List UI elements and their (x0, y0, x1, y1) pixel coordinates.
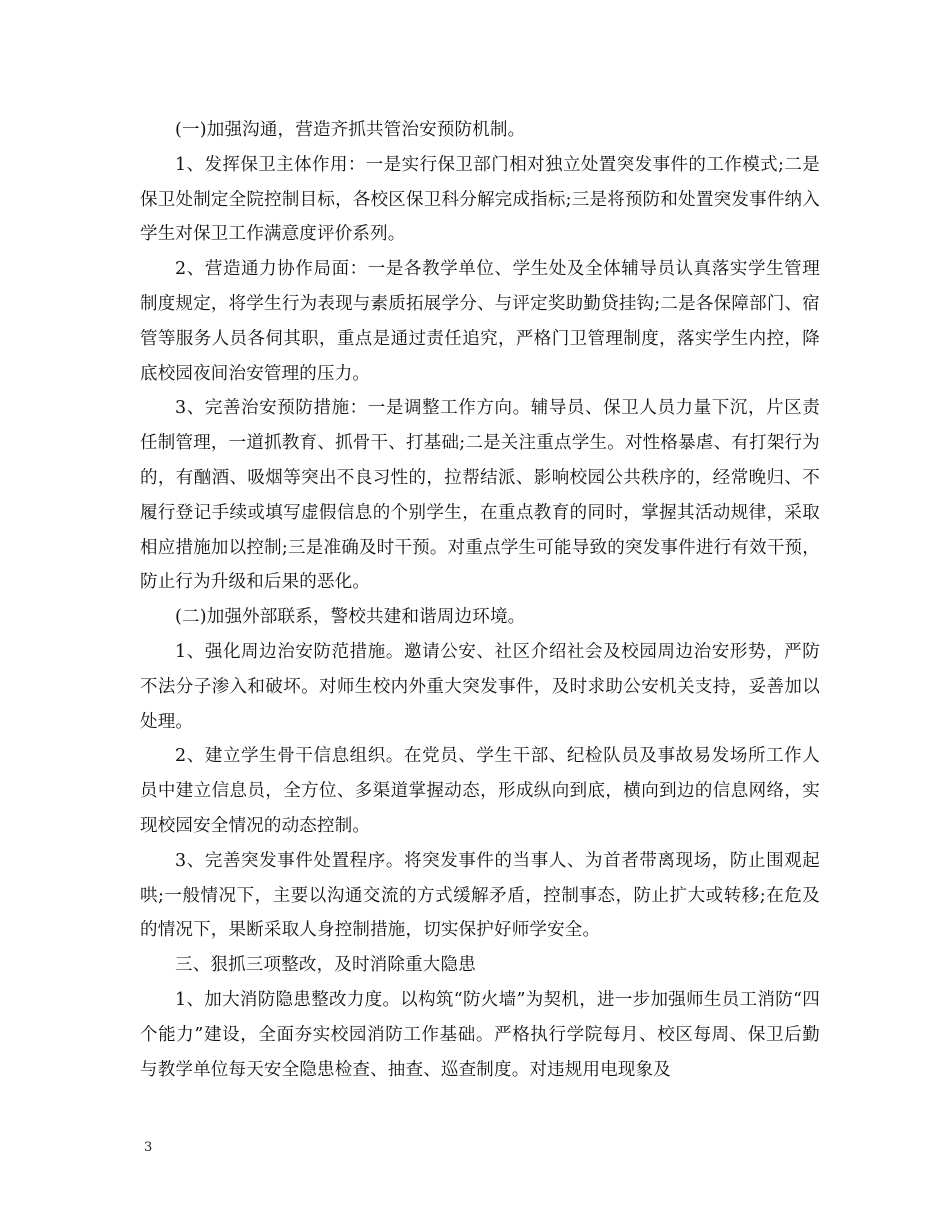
section-heading-strengthen-communication: (一)加强沟通，营造齐抓共管治安预防机制。 (175, 120, 526, 140)
section-heading-three-rectifications: 三、狠抓三项整改，及时消除重大隐患 (175, 955, 476, 976)
paragraph-surrounding-security: 1、强化周边治安防范措施。邀请公安、社区介绍社会及校园周边治安形势，严防不法分子渗入和破坏。对师生校内外重大突发事件，及时求助公安机关支持，妥善加以处理。 (140, 641, 820, 732)
paragraph-fire-hazard-rectification: 1、加大消防隐患整改力度。以构筑“防火墙”为契机，进一步加强师生员工消防“四个能力”建设，全面夯实校园消防工作基础。严格执行学院每月、校区每周、保卫后勤与教学单位每天安全隐患检查、抽查、巡查制度。对违规用电现象及 (140, 989, 820, 1080)
section-heading-external-contact: (二)加强外部联系，警校共建和谐周边环境。 (175, 607, 526, 628)
paragraph-prevention-measures: 3、完善治安预防措施：一是调整工作方向。辅导员、保卫人员力量下沉，片区责任制管理，一道抓教育、抓骨干、打基础;二是关注重点学生。对性格暴虐、有打架行为的，有酗酒、吸烟等突出不良习性的，拉帮结派、影响校园公共秩序的，经常晚归、不履行登记手续或填写虚假信息的个别学生，在重点教育的同时，掌握其活动规律，采取相应措施加以控制;三是准确及时干预。对重点学生可能导致的突发事件进行有效干预，防止行为升级和后果的恶化。 (140, 398, 820, 593)
paragraph-student-information-network: 2、建立学生骨干信息组织。在党员、学生干部、纪检队员及事故易发场所工作人员中建立信息员，全方位、多渠道掌握动态，形成纵向到底，横向到边的信息网络，实现校园安全情况的动态控制。 (140, 746, 820, 836)
paragraph-cooperation: 2、营造通力协作局面：一是各教学单位、学生处及全体辅导员认真落实学生管理制度规定，将学生行为表现与素质拓展学分、与评定奖助勤贷挂钩;二是各保障部门、宿管等服务人员各伺其职，重点是通过责任追究，严格门卫管理制度，落实学生内控，降底校园夜间治安管理的压力。 (140, 259, 820, 384)
page-number: 3 (144, 1140, 153, 1155)
document-body (140, 113, 820, 1087)
paragraph-emergency-procedure: 3、完善突发事件处置程序。将突发事件的当事人、为首者带离现场，防止围观起哄;一般情况下，主要以沟通交流的方式缓解矛盾，控制事态，防止扩大或转移;在危及的情况下，果断采取人身控制措施，切实保护好师学安全。 (140, 850, 820, 941)
paragraph-security-role: 1、发挥保卫主体作用：一是实行保卫部门相对独立处置突发事件的工作模式;二是保卫处制定全院控制目标，各校区保卫科分解完成指标;三是将预防和处置突发事件纳入学生对保卫工作满意度评价系列。 (140, 154, 820, 245)
